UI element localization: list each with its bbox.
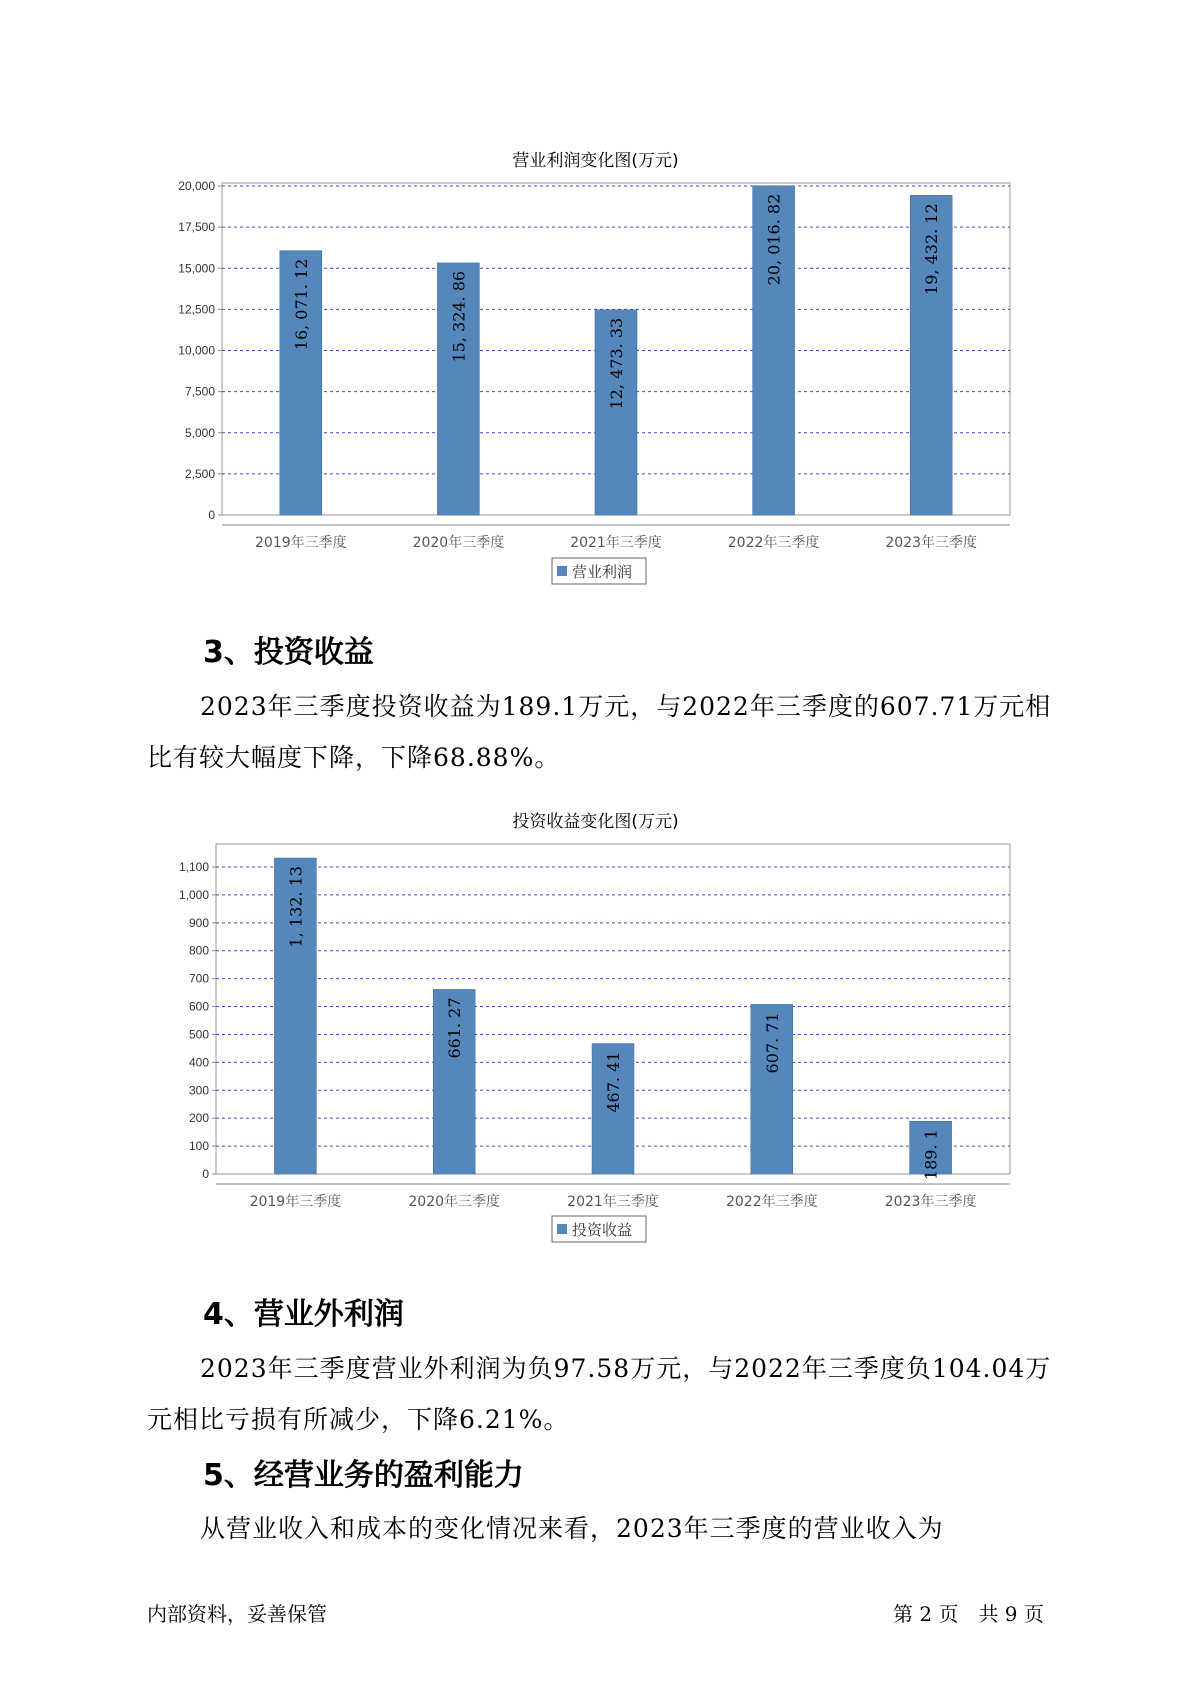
- x-tick-label: 2022年三季度: [727, 535, 820, 551]
- y-tick-label: 17,500: [178, 220, 215, 235]
- x-tick-label: 2020年三季度: [408, 1194, 501, 1210]
- y-tick-label: 1,100: [178, 860, 209, 874]
- paragraph-nonop: 2023年三季度营业外利润为负97.58万元，与2022年三季度负104.04万元相比亏损有所减少，下降6.21%。: [147, 1354, 1052, 1434]
- y-tick-label: 15,000: [178, 261, 215, 276]
- section-heading-profitability: 5、经营业务的盈利能力: [203, 1458, 524, 1493]
- y-tick-label: 500: [188, 1027, 209, 1042]
- y-tick-label: 200: [188, 1111, 209, 1126]
- legend-label: 投资收益: [572, 1221, 633, 1239]
- y-tick-label: 2,500: [184, 466, 215, 481]
- bar-data-label: 12, 473. 33: [607, 317, 626, 410]
- y-tick-label: 600: [188, 999, 209, 1014]
- bar-data-label: 20, 016. 82: [764, 193, 784, 286]
- y-tick-label: 300: [188, 1083, 209, 1098]
- paragraph-profitability: 从营业收入和成本的变化情况来看，2023年三季度的营业收入为: [200, 1514, 944, 1543]
- y-tick-label: 400: [188, 1055, 209, 1070]
- x-tick-label: 2023年三季度: [885, 535, 978, 551]
- y-tick-label: 5,000: [184, 425, 215, 440]
- y-tick-label: 20,000: [178, 179, 215, 193]
- y-tick-label: 12,500: [178, 302, 215, 317]
- y-tick-label: 0: [202, 1167, 209, 1181]
- y-tick-label: 800: [188, 943, 209, 958]
- y-tick-label: 1,000: [178, 887, 209, 902]
- chart-title: 营业利润变化图(万元): [512, 151, 679, 171]
- bar-data-label: 19, 432. 12: [922, 203, 942, 295]
- section-heading-nonop: 4、营业外利润: [203, 1297, 404, 1332]
- x-tick-label: 2023年三季度: [884, 1194, 977, 1210]
- y-tick-label: 100: [188, 1139, 209, 1154]
- bar-data-label: 189. 1: [921, 1129, 941, 1181]
- x-tick-label: 2019年三季度: [254, 535, 347, 551]
- x-tick-label: 2021年三季度: [570, 535, 662, 551]
- x-tick-label: 2022年三季度: [725, 1194, 818, 1210]
- bar-data-label: 1, 132. 13: [286, 866, 306, 948]
- bar-data-label: 16, 071. 12: [291, 258, 311, 351]
- bar-data-label: 661. 27: [445, 997, 465, 1059]
- x-tick-label: 2019年三季度: [249, 1194, 342, 1210]
- legend-label: 营业利润: [572, 563, 633, 581]
- bar-data-label: 607. 71: [762, 1012, 782, 1074]
- x-tick-label: 2021年三季度: [567, 1194, 659, 1210]
- y-tick-label: 0: [208, 508, 215, 522]
- chart-title: 投资收益变化图(万元): [512, 812, 679, 832]
- legend-swatch: [557, 1224, 567, 1234]
- y-tick-label: 10,000: [178, 343, 215, 358]
- footer-left: 内部资料，妥善保管: [147, 1602, 327, 1626]
- paragraph-investment: 2023年三季度投资收益为189.1万元，与2022年三季度的607.71万元相比有较大幅度下降，下降68.88%。: [147, 692, 1052, 772]
- y-tick-label: 7,500: [184, 384, 215, 399]
- y-tick-label: 900: [188, 915, 209, 930]
- bar-data-label: 467. 41: [604, 1051, 623, 1113]
- x-tick-label: 2020年三季度: [412, 535, 505, 551]
- section-heading-investment: 3、投资收益: [203, 635, 374, 670]
- footer-page-number: 第 2 页 共 9 页: [893, 1602, 1044, 1626]
- y-tick-label: 700: [188, 971, 209, 986]
- bar-data-label: 15, 324. 86: [449, 270, 469, 363]
